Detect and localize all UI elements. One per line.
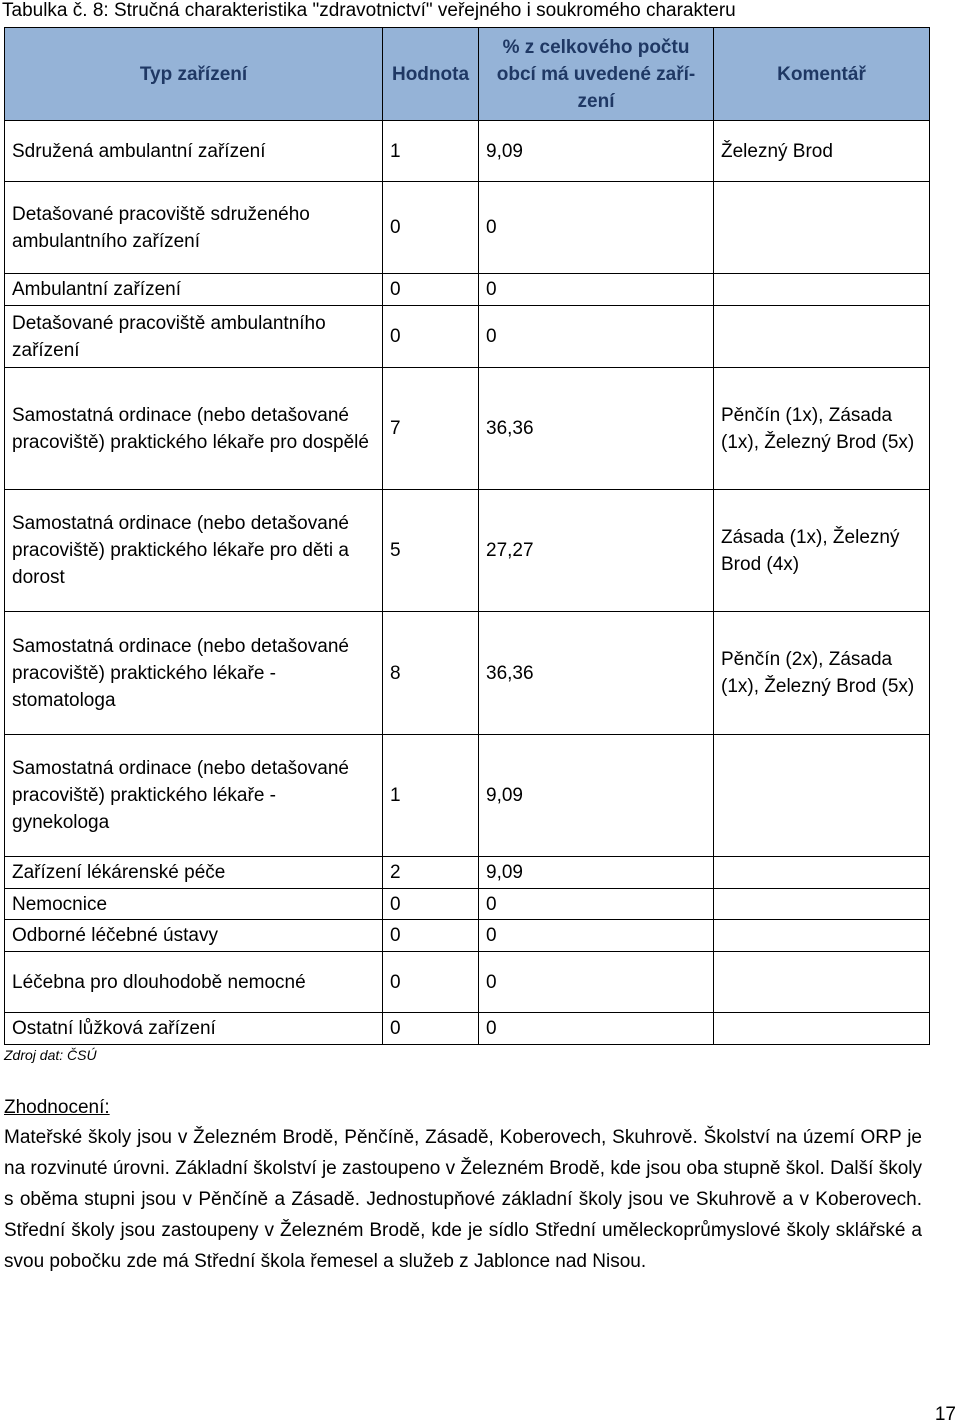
header-row [5, 28, 930, 121]
table-row [5, 121, 930, 182]
cell-percent: 36,36 [479, 612, 714, 735]
cell-comment [714, 306, 930, 368]
cell-percent: 9,09 [479, 735, 714, 857]
cell-comment [714, 182, 930, 274]
cell-type: Detašované pracoviště ambulantního zařízení [5, 306, 383, 368]
cell-type: Detašované pracoviště sdruženého ambulantního zařízení [5, 182, 383, 274]
cell-value: 0 [383, 889, 479, 920]
table-row [5, 368, 930, 490]
cell-comment [714, 889, 930, 920]
header-value: Hodnota [383, 28, 479, 121]
cell-percent: 27,27 [479, 490, 714, 612]
table-row [5, 889, 930, 920]
cell-comment: Železný Brod [714, 121, 930, 182]
table-row [5, 1013, 930, 1045]
cell-value: 0 [383, 274, 479, 306]
table-row [5, 952, 930, 1013]
evaluation-paragraph: Mateřské školy jsou v Železném Brodě, Pěnčíně, Zásadě, Koberovech, Skuhrově. Školství na území ORP je na rozvinuté úrovni. Základní školství je zastoupeno v Železném Brodě, kde jsou oba stupně škol. Další školy s oběma stupni jsou v Pěnčíně a Zásadě. Jednostupňové základní školy jsou ve Skuhrově a v Koberovech. Střední školy jsou zastoupeny v Železném Brodě, kde je sídlo Střední uměleckoprůmyslové školy sklářské a svou pobočku zde má Střední škola řemesel a služeb z Jablonce nad Nisou. [4, 1127, 922, 1272]
cell-percent: 0 [479, 1013, 714, 1045]
cell-comment [714, 920, 930, 952]
cell-comment [714, 1013, 930, 1045]
cell-value: 8 [383, 612, 479, 735]
table-row [5, 920, 930, 952]
cell-percent: 0 [479, 182, 714, 274]
cell-comment [714, 952, 930, 1013]
cell-value: 0 [383, 306, 479, 368]
cell-type: Ostatní lůžková zařízení [5, 1013, 383, 1045]
table-caption: Tabulka č. 8: Stručná charakteristika "zdravotnictví" veřejného i soukromého charakteru [2, 0, 736, 21]
cell-percent: 0 [479, 306, 714, 368]
cell-value: 5 [383, 490, 479, 612]
cell-comment: Pěnčín (1x), Zásada (1x), Železný Brod (5x) [714, 368, 930, 490]
table-row [5, 857, 930, 889]
cell-type: Léčebna pro dlouhodobě nemocné [5, 952, 383, 1013]
cell-comment: Zásada (1x), Železný Brod (4x) [714, 490, 930, 612]
data-source-note: Zdroj dat: ČSÚ [4, 1047, 97, 1063]
cell-percent: 9,09 [479, 857, 714, 889]
cell-type: Zařízení lékárenské péče [5, 857, 383, 889]
table-row [5, 274, 930, 306]
evaluation-heading: Zhodnocení: [4, 1097, 110, 1118]
header-percent: % z celkového počtu obcí má uvedené zaří-zení [479, 28, 714, 121]
cell-value: 7 [383, 368, 479, 490]
header-type: Typ zařízení [5, 28, 383, 121]
cell-percent: 9,09 [479, 121, 714, 182]
cell-value: 0 [383, 1013, 479, 1045]
cell-value: 2 [383, 857, 479, 889]
table-row [5, 306, 930, 368]
cell-type: Samostatná ordinace (nebo detašované pracoviště) praktického lékaře pro dospělé [5, 368, 383, 490]
cell-comment [714, 857, 930, 889]
cell-percent: 0 [479, 920, 714, 952]
healthcare-table [4, 27, 930, 1045]
cell-value: 0 [383, 920, 479, 952]
header-comment: Komentář [714, 28, 930, 121]
cell-percent: 0 [479, 274, 714, 306]
cell-value: 0 [383, 182, 479, 274]
cell-type: Ambulantní zařízení [5, 274, 383, 306]
cell-comment [714, 735, 930, 857]
cell-type: Samostatná ordinace (nebo detašované pracoviště) praktického lékaře - gynekologa [5, 735, 383, 857]
table-row [5, 735, 930, 857]
cell-value: 1 [383, 735, 479, 857]
cell-value: 0 [383, 952, 479, 1013]
cell-type: Sdružená ambulantní zařízení [5, 121, 383, 182]
cell-percent: 36,36 [479, 368, 714, 490]
cell-percent: 0 [479, 952, 714, 1013]
table-row [5, 490, 930, 612]
table-row [5, 612, 930, 735]
table-row [5, 182, 930, 274]
cell-type: Nemocnice [5, 889, 383, 920]
cell-comment [714, 274, 930, 306]
cell-type: Samostatná ordinace (nebo detašované pracoviště) praktického lékaře - stomatologa [5, 612, 383, 735]
cell-type: Samostatná ordinace (nebo detašované pracoviště) praktického lékaře pro děti a dorost [5, 490, 383, 612]
cell-comment: Pěnčín (2x), Zásada (1x), Železný Brod (5x) [714, 612, 930, 735]
page-number: 17 [934, 1404, 956, 1425]
cell-percent: 0 [479, 889, 714, 920]
cell-value: 1 [383, 121, 479, 182]
cell-type: Odborné léčebné ústavy [5, 920, 383, 952]
